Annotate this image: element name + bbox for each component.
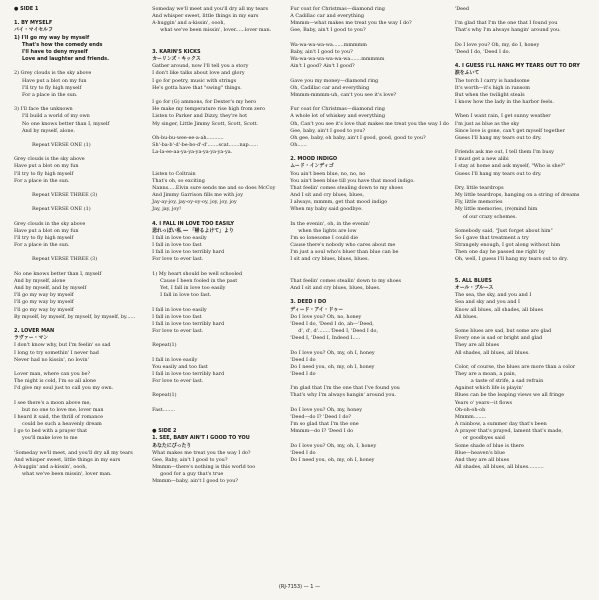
lyric-line: Know all blues, all shades, all blues [454, 306, 543, 313]
lyric-line: Color, of course, the blues are more than a color [454, 363, 576, 370]
lyric-line: Yet, I fall in love too easily [160, 285, 226, 292]
lyric-line: I'm glad that I'm the one that I've found you [290, 385, 400, 392]
lyric-line: 1) My heart should be well schooled [152, 270, 243, 277]
lyric-line: what we've been missin', lover......lover man. [160, 27, 272, 34]
lyric-line: They are a moan, a pain, [454, 370, 517, 377]
lyric-line: And I sit and cry blues, blues, [290, 192, 365, 199]
lyric-line: A Cadillac car and everything [290, 13, 364, 20]
lyric-line: I sit and cry blues, blues, blues. [290, 256, 370, 263]
blank-line [290, 378, 449, 385]
lyric-line: Against which life is playin' [454, 385, 523, 392]
section-heading: 5. ALL BLUES [454, 277, 492, 284]
blank-line [152, 299, 284, 306]
lyric-line: By myself, by myself, by myself, by myself, by...... [14, 313, 136, 320]
lyric-line: He make my temperature rise high from zero [152, 106, 265, 113]
blank-line [14, 392, 146, 399]
blank-line [152, 350, 284, 357]
lyric-line: Ain't I good? Ain't I good? [290, 63, 355, 70]
blank-line [152, 264, 284, 271]
lyric-line: My singer, Little Jimmy Scott, Scott, Scott. [152, 120, 259, 127]
blank-line [290, 400, 449, 407]
lyric-line: The night is cold, I'm so all alone [14, 378, 97, 385]
lyric-line: I'll try to fly high myself [22, 84, 82, 91]
lyric-line: could be such a heavenly dream [22, 421, 102, 428]
lyric-line: I'll build a world of my own [22, 113, 90, 120]
lyric-line: Oh gee, baby, oh baby, ain't I good, good, good to you? [290, 134, 426, 141]
blank-line [152, 35, 284, 42]
lyric-line: Oh, well, I guess I'll hang my tears out to dry. [454, 256, 568, 263]
blank-line [14, 321, 146, 328]
lyric-line: Some blues are sad, but some are glad [454, 328, 552, 335]
lyric-line: ラヴァー・マン [14, 335, 49, 342]
lyric-line: 'Someday we'll meet, and you'll dry all my tears [14, 449, 133, 456]
lyric-line: And by myself, and by myself [14, 285, 87, 292]
lyric-line: For love to ever last. [152, 256, 204, 263]
lyric-line: That's why I'm always hangin' around you. [454, 27, 561, 34]
lyric-line: He's gotta have that "swing" things. [152, 84, 242, 91]
lyric-line: I'll go my way by myself [14, 299, 74, 306]
blank-line [152, 214, 284, 221]
lyric-line: 'Deed I do [290, 370, 316, 377]
section-heading: 1. SEE, BABY AIN'T I GOOD TO YOU [152, 435, 250, 442]
lyric-line: I long to try somethin' I never had [14, 349, 99, 356]
lyric-line: They are all blues [454, 342, 500, 349]
lyric-line: A whole lot of whiskey and everything [290, 113, 385, 120]
blank-line [152, 42, 284, 49]
lyric-line: Gee, baby, ain't I good to you? [290, 127, 366, 134]
lyric-line: And Jimmy Garrison fills me with joy [152, 192, 244, 199]
lyric-line: you'll make love to me [22, 435, 78, 442]
lyric-line: A-huggin' and a-kissin', oooh, [152, 20, 226, 27]
lyric-line: 'Deed—do I? 'Deed I do? [290, 413, 352, 420]
section-heading: 1. BY MYSELF [14, 20, 53, 27]
lyric-line: Wa-wa-wa-wa-wa-wa-wa.......mmmmm [290, 56, 385, 63]
lyric-line: d', d', d'........'Deed I, 'Deed I do, [298, 328, 378, 335]
lyric-line: I'm glad that I'm the one that I found you [454, 20, 558, 27]
section-heading: 3. DEED I DO [290, 299, 327, 306]
lyric-line: Fur coat for Christmas—diamond ring [290, 106, 385, 113]
lyric-line: I'm so glad that I'm the one [290, 421, 359, 428]
blank-line [152, 421, 284, 428]
lyric-line: Cause I been fooled in the past [160, 277, 238, 284]
lyric-line: I go for poetry, music with strings [152, 77, 237, 84]
lyric-line: I fall in love too fast. [160, 292, 212, 299]
lyric-line: And whisper sweet, little things in my ears [14, 456, 121, 463]
lyric-line: I'll try to fly high myself [14, 170, 74, 177]
blank-line [290, 271, 449, 278]
lyric-line: バイ・マイセルフ [14, 27, 53, 34]
lyric-line: I know how the lady in the harbor feels. [454, 99, 554, 106]
lyric-line: カーリンズ・キックス [152, 56, 201, 63]
lyric-line: I fall in love too terribly hard [152, 370, 225, 377]
page-footer: (RJ-7153) — 1 — [278, 584, 321, 590]
lyric-line: The sea, the sky, and you and I [454, 292, 532, 299]
lyric-line: What makes me treat you the way I do? [152, 449, 251, 456]
lyric-line: For a place in the sun. [14, 242, 70, 249]
lyric-line: Someday we'll meet and you'll dry all my tears [152, 6, 268, 12]
lyric-line: 2) Grey clouds is the sky above [14, 70, 92, 77]
lyric-line: I don't know why, but I'm feelin' so sad [14, 342, 111, 349]
lyric-line: Have put a blot on my fun [14, 227, 79, 234]
lyric-line: Love and laughter and friends. [22, 56, 110, 63]
lyric-line: 悲れっぽい私 ― 「帰るよけて」より [152, 227, 234, 234]
lyric-line: ムード・インディゴ [290, 163, 334, 170]
lyric-line: I fall in love too easily [152, 306, 207, 313]
lyric-line: Listen to Parker and Dizzy, they're hot [152, 113, 248, 120]
blank-line [455, 13, 587, 20]
lyric-columns [14, 6, 593, 582]
lyric-line: I stay at home and ask myself, "Who is she?" [454, 163, 566, 170]
lyric-line: No one knows better than I, myself [22, 120, 110, 127]
lyric-line: オール・ブルース [454, 285, 494, 292]
blank-line [290, 264, 449, 271]
lyric-line: Gee, Baby, ain't I good to you? [152, 456, 228, 463]
blank-line [290, 292, 449, 299]
lyric-line: I don't like talks about love and glory [152, 70, 245, 77]
lyric-line: That feelin' comes stealing down to my shoes [290, 184, 403, 191]
lyric-line: Every one is sad or bright and glad [454, 335, 543, 342]
lyric-line: And they are all blues [454, 456, 510, 463]
blank-line [290, 35, 449, 42]
blank-line [152, 414, 284, 421]
lyric-line: For love to ever last. [152, 378, 204, 385]
lyric-line: Mmmm—what makes me treat you the way I do? [290, 20, 412, 27]
lyric-line: I'm so lonesome I could die [290, 235, 359, 241]
lyric-line: I fall in love too fast [152, 242, 202, 249]
lyric-line: All blues. [454, 313, 478, 320]
lyric-line: 'Deed I do [290, 449, 316, 456]
lyric-line: Lover man, where can you be? [14, 370, 90, 377]
blank-line [455, 321, 587, 328]
lyric-line: Have put a blot on my fun [14, 163, 79, 170]
blank-line [14, 135, 146, 142]
lyric-line: Years o' years—it flows [454, 399, 513, 406]
lyric-line: Oh, Can't you see it's love that makes me treat you the way I do [290, 120, 449, 127]
lyric-line: La-la-ee-aa-ya-ya-ya-ya-ya-ya-ya. [152, 149, 233, 156]
lyric-line: Fly, little memories [454, 199, 503, 206]
lyric-line: Some shade of blue is there [454, 442, 524, 449]
lyric-line: ディード・アイ・ドゥー [290, 306, 344, 313]
lyric-line: Mmmm-mmmm-uh, can't you see it's love? [290, 91, 397, 98]
lyric-line: A rainbow, a summer day that's been [454, 421, 547, 428]
lyric-line: 3) I'll face the unknown [14, 106, 73, 113]
lyric-line: Oh...... [290, 141, 307, 148]
lyric-line: Guess I'll hang my tears out to dry. [454, 134, 542, 141]
lyric-line: All shades, all blues, all blues.......... [454, 464, 544, 470]
lyric-line: Repeat VERSE ONE (1) [32, 206, 91, 213]
lyric-line: Grey clouds is the sky above [14, 156, 85, 163]
lyric-line: 1) I'll go my way by myself [14, 34, 90, 41]
lyric-line: You easily and too fast [152, 363, 208, 370]
lyric-line: 'Deed I, 'Deed I, Indeed I..... [290, 335, 361, 342]
blank-line [455, 357, 587, 364]
blank-line [455, 56, 587, 63]
lyric-line: I go to bed with a prayer that [14, 428, 88, 435]
blank-line [152, 400, 284, 407]
blank-line [455, 264, 587, 271]
lyric-line: Repeat(1) [152, 342, 177, 349]
blank-line [14, 443, 146, 450]
lyric-line: All shades, all blues, all blues. [454, 349, 530, 356]
lyric-line: 'Deed I do, 'Deed I do, ah—'Deed, [290, 320, 374, 327]
lyric-line: Jay-ay-joy, jay-oy-oy-oy, joy, joy, joy [152, 199, 237, 206]
lyric-line: But when the twilight steals [454, 91, 525, 98]
lyric-line: Gave you my money—diamond ring [290, 77, 379, 84]
blank-line [455, 221, 587, 228]
lyric-line: Do I love you? Oh, my, oh I, honey [290, 349, 375, 356]
lyric-line: Repeat(1) [152, 392, 177, 399]
lyric-line: You ain't been blue, no, no, no [290, 170, 366, 177]
lyric-line: That's why I'm always hangin' around you. [290, 392, 397, 399]
lyric-column-3 [290, 6, 455, 582]
lyric-line: It's worth—it's high in ransom [454, 84, 530, 91]
lyric-line: When I want rain, I get sunny weather [454, 113, 551, 120]
lyric-line: My little memories, (re)mind him [454, 206, 538, 213]
lyric-column-4 [455, 6, 593, 582]
lyric-line: Oh, Cadillac car and everything [290, 84, 370, 91]
lyric-line: I see there's a moon above me, [14, 399, 91, 406]
lyric-line: Blue—heaven's blue [454, 449, 505, 456]
lyric-line: For a place in the sun. [22, 91, 78, 98]
section-heading: ● SIDE 2 [152, 428, 177, 435]
blank-line [152, 128, 284, 135]
blank-line [14, 149, 146, 156]
lyric-line: And I sit and cry blues, blues, blues. [290, 285, 381, 292]
lyric-line: 'Deed [454, 6, 470, 12]
lyric-line: I fall in love too easily [152, 235, 207, 241]
blank-line [14, 13, 146, 20]
lyric-line: You ain't been blue till you have that mood indigo. [290, 177, 415, 184]
blank-line [455, 106, 587, 113]
lyric-line: For a place in the sun. [14, 177, 70, 184]
lyric-line: Have put a blot on my fun [22, 77, 87, 84]
lyric-line: That feelin' comes stealin' down to my shoes [290, 277, 402, 284]
lyric-line: 'Deed I do [290, 356, 316, 363]
blank-line [455, 35, 587, 42]
lyric-line: 'Deed I do, 'Deed I do. [454, 48, 511, 55]
lyric-line: So I gave that treatment a try [454, 235, 529, 241]
lyric-line: I fall in love too terribly hard [152, 320, 225, 327]
lyric-line: what we've been missin', lover man. [22, 471, 112, 478]
blank-line [14, 364, 146, 371]
lyric-line: Fast........ [152, 406, 176, 413]
lyric-line: good for a guy that's true [160, 471, 224, 478]
lyric-line: My little teardrops, hanging on a string of dreams [454, 192, 580, 199]
lyric-line: In the evenin', oh, in the evenin' [290, 220, 371, 227]
lyric-line: I always, mmmm, get that mood indigo [290, 199, 388, 206]
lyric-line: Jay, jay, joy! [152, 206, 182, 213]
lyric-line: For love to ever last. [152, 328, 204, 335]
lyric-line: Never had no kissin', no lovin' [14, 356, 89, 363]
lyric-line: Gee, Baby, ain't I good to you? [290, 27, 366, 34]
blank-line [290, 342, 449, 349]
lyric-line: And by myself, alone [14, 277, 66, 284]
lyric-line: Do I love you? Oh, my, honey [290, 406, 362, 413]
lyric-line: Repeat VERSE ONE (1) [32, 141, 91, 148]
blank-line [290, 435, 449, 442]
lyric-line: Mmmm—there's nothing is this world too [152, 464, 256, 470]
lyric-column-1 [14, 6, 152, 582]
lyric-line: And whisper sweet, little things in my ears [152, 13, 259, 20]
section-heading: 2. MOOD INDIGO [290, 156, 338, 163]
section-heading: ● SIDE 1 [14, 6, 39, 12]
lyric-line: Do I need you, oh, my, oh I, honey [290, 363, 375, 370]
blank-line [455, 271, 587, 278]
blank-line [290, 149, 449, 156]
lyric-line: or goodbyes said [462, 435, 505, 442]
lyric-line: Strangely enough, I got along without him [454, 242, 561, 249]
lyric-line: 涙をふいて [454, 70, 480, 77]
lyric-line: Fur coat for Christmas—diamond ring [290, 6, 385, 12]
lyric-line: Cause there's nobody who cares about me [290, 242, 396, 249]
section-heading: 2. LOVER MAN [14, 328, 55, 335]
lyric-line: I'd give my soul just to call you my own. [14, 385, 114, 392]
blank-line [14, 185, 146, 192]
lyric-line: Grey clouds in the sky above [14, 220, 86, 227]
lyric-line: Listen to Coltrain [152, 170, 196, 177]
lyric-line: Sea and sky and you and I [454, 299, 520, 306]
section-heading: 4. I GUESS I'LL HANG MY TEARS OUT TO DRY [454, 63, 580, 70]
lyric-line: Wa-wa-wa-wa-wa.......mmmmm [290, 41, 367, 48]
blank-line [290, 99, 449, 106]
lyric-line: I'm just a soul who's bluer than blue can be [290, 249, 399, 256]
lyric-line: A prayer that's prayed, lament that's made, [454, 428, 563, 435]
lyric-line: Guess I'll hang my tears out to dry. [454, 170, 542, 177]
blank-line [455, 142, 587, 149]
lyric-line: That's how the comedy ends [22, 41, 103, 48]
lyric-line: Somebody said, "Just forget about him" [454, 227, 553, 234]
lyric-line: A-huggin' and a-kissin', oooh, [14, 464, 87, 470]
lyric-line: Do I love you? Oh, my, oh, I, honey [290, 442, 377, 449]
lyric-line: but no one to love me, lover man [22, 406, 104, 413]
lyric-line: And by myself, alone. [22, 127, 75, 134]
lyric-line: I must get a new alibi [454, 156, 509, 163]
blank-line [152, 156, 284, 163]
lyric-line: Baby, ain't I good to you? [290, 48, 353, 55]
lyric-line: Mmmm—do I? 'Deed I do [290, 428, 354, 435]
lyric-column-2 [152, 6, 290, 582]
lyric-line: I go for (G) ammons, for Dexter's my hero [152, 99, 257, 106]
blank-line [455, 178, 587, 185]
lyric-line: Sh'-ba-b'-d'-be-bo-d'-d'.......scat.......nap...... [152, 141, 259, 148]
lyric-line: I heard it said, the thrill of romance [14, 413, 103, 420]
lyric-line: when the lights are low [298, 227, 357, 234]
lyric-line: Oh-bu-bu-wee-ee-a-ah........... [152, 134, 224, 141]
lyric-line: Repeat VERSE THREE (3) [32, 192, 98, 199]
section-heading: 3. KARIN'S KICKS [152, 48, 201, 55]
lyric-line: No one knows better than I, myself [14, 270, 102, 277]
lyric-line: Mmmm—baby, ain't I good to you? [152, 478, 238, 485]
blank-line [152, 92, 284, 99]
lyric-line: Do I need you, oh, my, oh I, honey [290, 456, 375, 463]
lyric-line: a taste of strife, a sad refrain [470, 378, 544, 385]
lyric-line: Blues can be the leaping views we all fringe [454, 392, 565, 399]
lyric-line: Do I love you? Oh, no, honey [290, 313, 362, 320]
lyric-line: Repeat VERSE THREE (3) [32, 256, 98, 263]
blank-line [14, 214, 146, 221]
section-heading: 4. I FALL IN LOVE TOO EASILY [152, 220, 235, 227]
blank-line [290, 70, 449, 77]
lyric-line: I fall in love too terribly hard [152, 249, 225, 256]
lyric-line: The torch I carry is handsome [454, 77, 530, 84]
lyric-line: Do I love you? Oh, my, do I, honey [454, 41, 540, 48]
lyric-line: Friends ask me out, I tell them I'm busy [454, 149, 554, 156]
lyric-line: Mmmm........ [454, 413, 487, 420]
lyric-line: Nanns.....Elvin sure sends me and so does McCoy [152, 184, 276, 191]
lyric-line: That's oh, so exciting [152, 177, 205, 184]
lyric-line: Oh-oh-oh-oh [454, 406, 486, 413]
lyric-line: When my baby said goodbye. [290, 206, 363, 213]
lyric-line: I'll go my way by myself [14, 292, 74, 299]
blank-line [14, 264, 146, 271]
lyric-line: Since love is gone, can't get myself together [454, 127, 565, 134]
lyric-line: I fall in love too fast [152, 313, 202, 320]
lyric-line: Gather around, now I'll tell you a story [152, 63, 249, 70]
lyric-line: Dry, little teardrops [454, 184, 504, 191]
lyric-line: I fall in love easily [152, 356, 198, 363]
lyric-line: I'll have to deny myself [22, 48, 88, 55]
lyric-line: あなたにぴったり [152, 442, 192, 449]
lyric-line: of our crazy schemes. [462, 213, 517, 220]
lyric-line: I'll try to fly high myself [14, 235, 74, 241]
lyric-line: I'm just as blue as the sky [454, 120, 520, 127]
blank-line [152, 163, 284, 170]
lyric-line: Then one day he passed me right by [454, 249, 545, 256]
blank-line [290, 214, 449, 221]
lyric-line: I'll go my way by myself [14, 306, 74, 313]
